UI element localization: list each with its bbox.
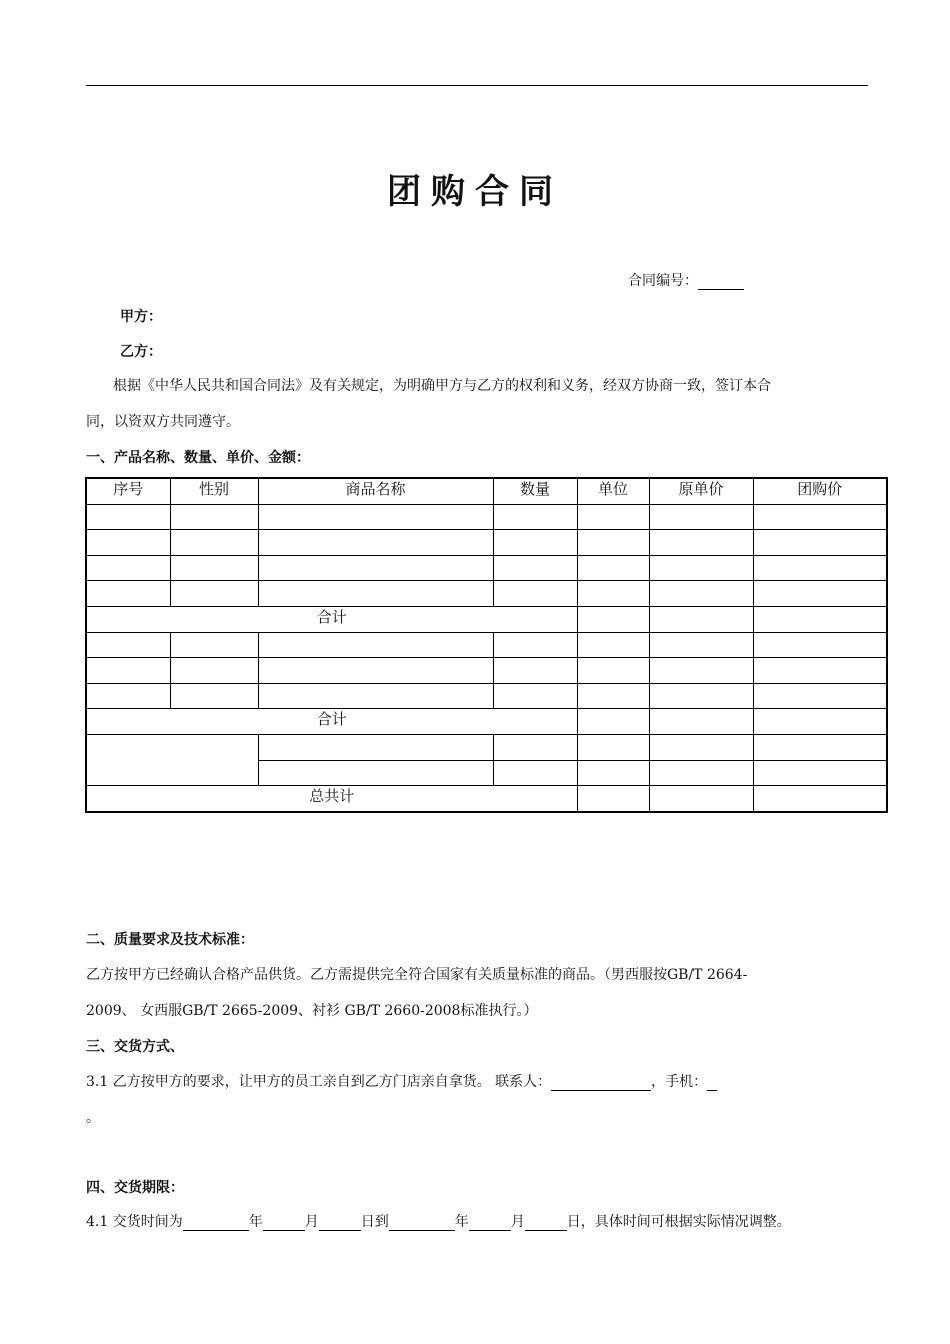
month-label: 月 bbox=[304, 1214, 319, 1230]
col-header-index: 序号 bbox=[86, 478, 170, 504]
grand-total-row bbox=[86, 786, 887, 812]
section-3-heading: 三、交货方式、 bbox=[86, 1039, 184, 1055]
intro-line-2: 同，以资双方共同遵守。 bbox=[86, 414, 240, 430]
table-row bbox=[86, 581, 887, 607]
table-row bbox=[86, 504, 887, 530]
table-row bbox=[86, 658, 887, 684]
end-month-blank[interactable] bbox=[469, 1216, 511, 1231]
party-b-label: 乙方： bbox=[120, 344, 162, 360]
table-row bbox=[86, 530, 887, 556]
contract-number bbox=[628, 270, 744, 290]
subtotal-label: 合计 bbox=[86, 606, 577, 632]
month-label: 月 bbox=[510, 1214, 525, 1230]
year-label: 年 bbox=[248, 1214, 263, 1230]
phone-label: ，手机： bbox=[651, 1074, 708, 1090]
contract-number-blank[interactable] bbox=[698, 275, 744, 290]
col-header-product-name: 商品名称 bbox=[258, 478, 493, 504]
subtotal-row bbox=[86, 606, 887, 632]
col-header-original-price: 原单价 bbox=[649, 478, 753, 504]
col-header-unit: 单位 bbox=[577, 478, 649, 504]
start-month-blank[interactable] bbox=[263, 1216, 305, 1231]
section-1-heading: 一、产品名称、数量、单价、金额： bbox=[86, 450, 310, 466]
section-2-line-1: 乙方按甲方已经确认合格产品供货。乙方需提供完全符合国家有关质量标准的商品。（男西服按GB/T 2664- bbox=[86, 967, 748, 983]
section-3-line-2: 。 bbox=[86, 1110, 100, 1126]
product-table bbox=[85, 477, 888, 813]
party-a-label: 甲方： bbox=[120, 309, 162, 325]
table-row bbox=[86, 632, 887, 658]
subtotal-row bbox=[86, 709, 887, 735]
end-day-blank[interactable] bbox=[525, 1216, 567, 1231]
day-to-label: 日到 bbox=[360, 1214, 389, 1230]
table-header-row bbox=[86, 478, 887, 504]
start-year-blank[interactable] bbox=[183, 1216, 249, 1231]
section-4-line bbox=[86, 1211, 868, 1231]
end-year-blank[interactable] bbox=[389, 1216, 455, 1231]
subtotal-label: 合计 bbox=[86, 709, 577, 735]
section-2-heading: 二、质量要求及技术标准： bbox=[86, 932, 254, 948]
day-end-label: 日，具体时间可根据实际情况调整。 bbox=[566, 1214, 791, 1230]
section-3-line-1 bbox=[86, 1071, 868, 1091]
col-header-gender: 性别 bbox=[170, 478, 258, 504]
delivery-method-text: 3.1 乙方按甲方的要求，让甲方的员工亲自到乙方门店亲自拿货。 联系人： bbox=[86, 1074, 552, 1090]
header-rule bbox=[86, 85, 868, 86]
year-label: 年 bbox=[454, 1214, 469, 1230]
section-2-line-2: 2009、 女西服GB/T 2665-2009、衬衫 GB/T 2660-2008标准执行。） bbox=[86, 1003, 538, 1019]
intro-line-1: 根据《中华人民共和国合同法》及有关规定，为明确甲方与乙方的权利和义务，经双方协商一致，签订本合 bbox=[113, 378, 771, 394]
document-title: 团购合同 bbox=[387, 172, 563, 212]
grand-total-label: 总共计 bbox=[86, 786, 577, 812]
table-row bbox=[86, 683, 887, 709]
col-header-group-price: 团购价 bbox=[753, 478, 887, 504]
contact-person-blank[interactable] bbox=[551, 1076, 651, 1091]
section-4-heading: 四、交货期限： bbox=[86, 1180, 184, 1196]
phone-blank[interactable] bbox=[707, 1076, 717, 1091]
col-header-quantity: 数量 bbox=[493, 478, 577, 504]
delivery-time-prefix: 4.1 交货时间为 bbox=[86, 1214, 183, 1230]
start-day-blank[interactable] bbox=[319, 1216, 361, 1231]
table-row bbox=[86, 555, 887, 581]
table-row bbox=[86, 734, 887, 760]
contract-number-label: 合同编号： bbox=[628, 273, 698, 289]
